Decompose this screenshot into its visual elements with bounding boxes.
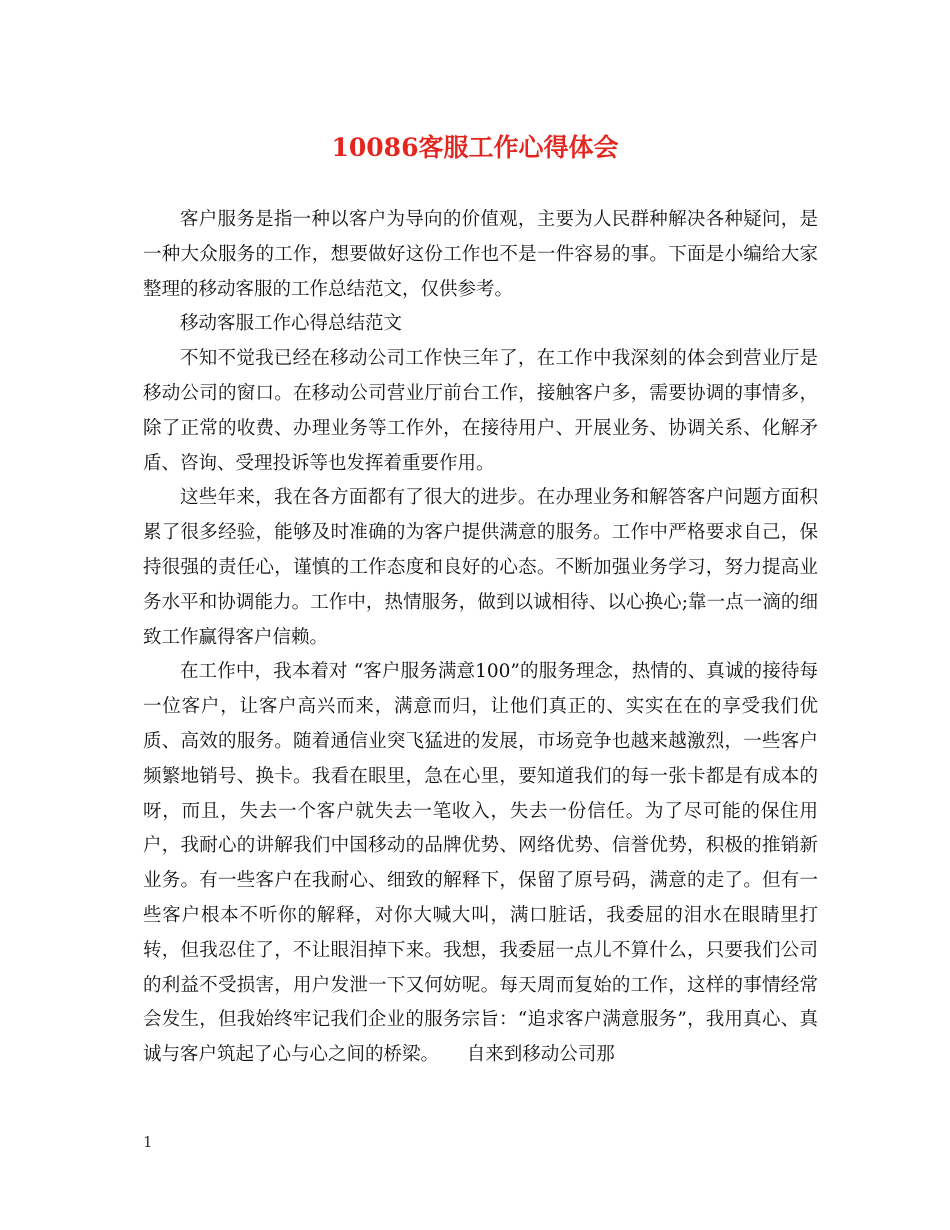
paragraph-3: 在工作中，我本着对 “客户服务满意100”的服务理念，热情的、真诚的接待每一位客户，让客户高兴而来，满意而归，让他们真正的、实实在在的享受我们优质、高效的服务。随着通信业突飞猛进的发展，市场竞争也越来越激烈，一些客户频繁地销号、换卡。我看在眼里，急在心里，要知道我们的每一张卡都是有成本的呀，而且，失去一个客户就失去一笔收入，失去一份信任。为了尽可能的保住用户，我耐心的讲解我们中国移动的品牌优势、网络优势、信誉优势，积极的推销新业务。有一些客户在我耐心、细致的解释下，保留了原号码，满意的走了。但有一些客户根本不听你的解释，对你大喊大叫，满口脏话，我委屈的泪水在眼睛里打转，但我忍住了，不让眼泪掉下来。我想，我委屈一点儿不算什么，只要我们公司的利益不受损害，用户发泄一下又何妨呢。每天周而复始的工作，这样的事情经常会发生，但我始终牢记我们企业的服务宗旨：“追求客户满意服务”，我用真心、真诚与客户筑起了心与心之间的桥梁。 自来到移动公司那 xyxy=(143,661,818,1066)
page-number: 1 xyxy=(143,1133,153,1151)
document-title: 10086客服工作心得体会 xyxy=(331,133,619,162)
paragraph-intro: 客户服务是指一种以客户为导向的价值观，主要为人民群种解决各种疑问，是一种大众服务的工作，想要做好这份工作也不是一件容易的事。下面是小编给大家整理的移动客服的工作总结范文，仅供参考。 xyxy=(143,209,818,300)
document-body xyxy=(143,203,818,1073)
paragraph-subheading: 移动客服工作心得总结范文 xyxy=(180,313,403,335)
paragraph-1: 不知不觉我已经在移动公司工作快三年了，在工作中我深刻的体会到营业厅是移动公司的窗口。在移动公司营业厅前台工作，接触客户多，需要协调的事情多，除了正常的收费、办理业务等工作外，在接待用户、开展业务、协调关系、化解矛盾、咨询、受理投诉等也发挥着重要作用。 xyxy=(143,348,818,474)
paragraph-2: 这些年来，我在各方面都有了很大的进步。在办理业务和解答客户问题方面积累了很多经验，能够及时准确的为客户提供满意的服务。工作中严格要求自己，保持很强的责任心，谨慎的工作态度和良好的心态。不断加强业务学习，努力提高业务水平和协调能力。工作中，热情服务，做到以诚相待、以心换心;靠一点一滴的细致工作赢得客户信赖。 xyxy=(143,487,818,648)
